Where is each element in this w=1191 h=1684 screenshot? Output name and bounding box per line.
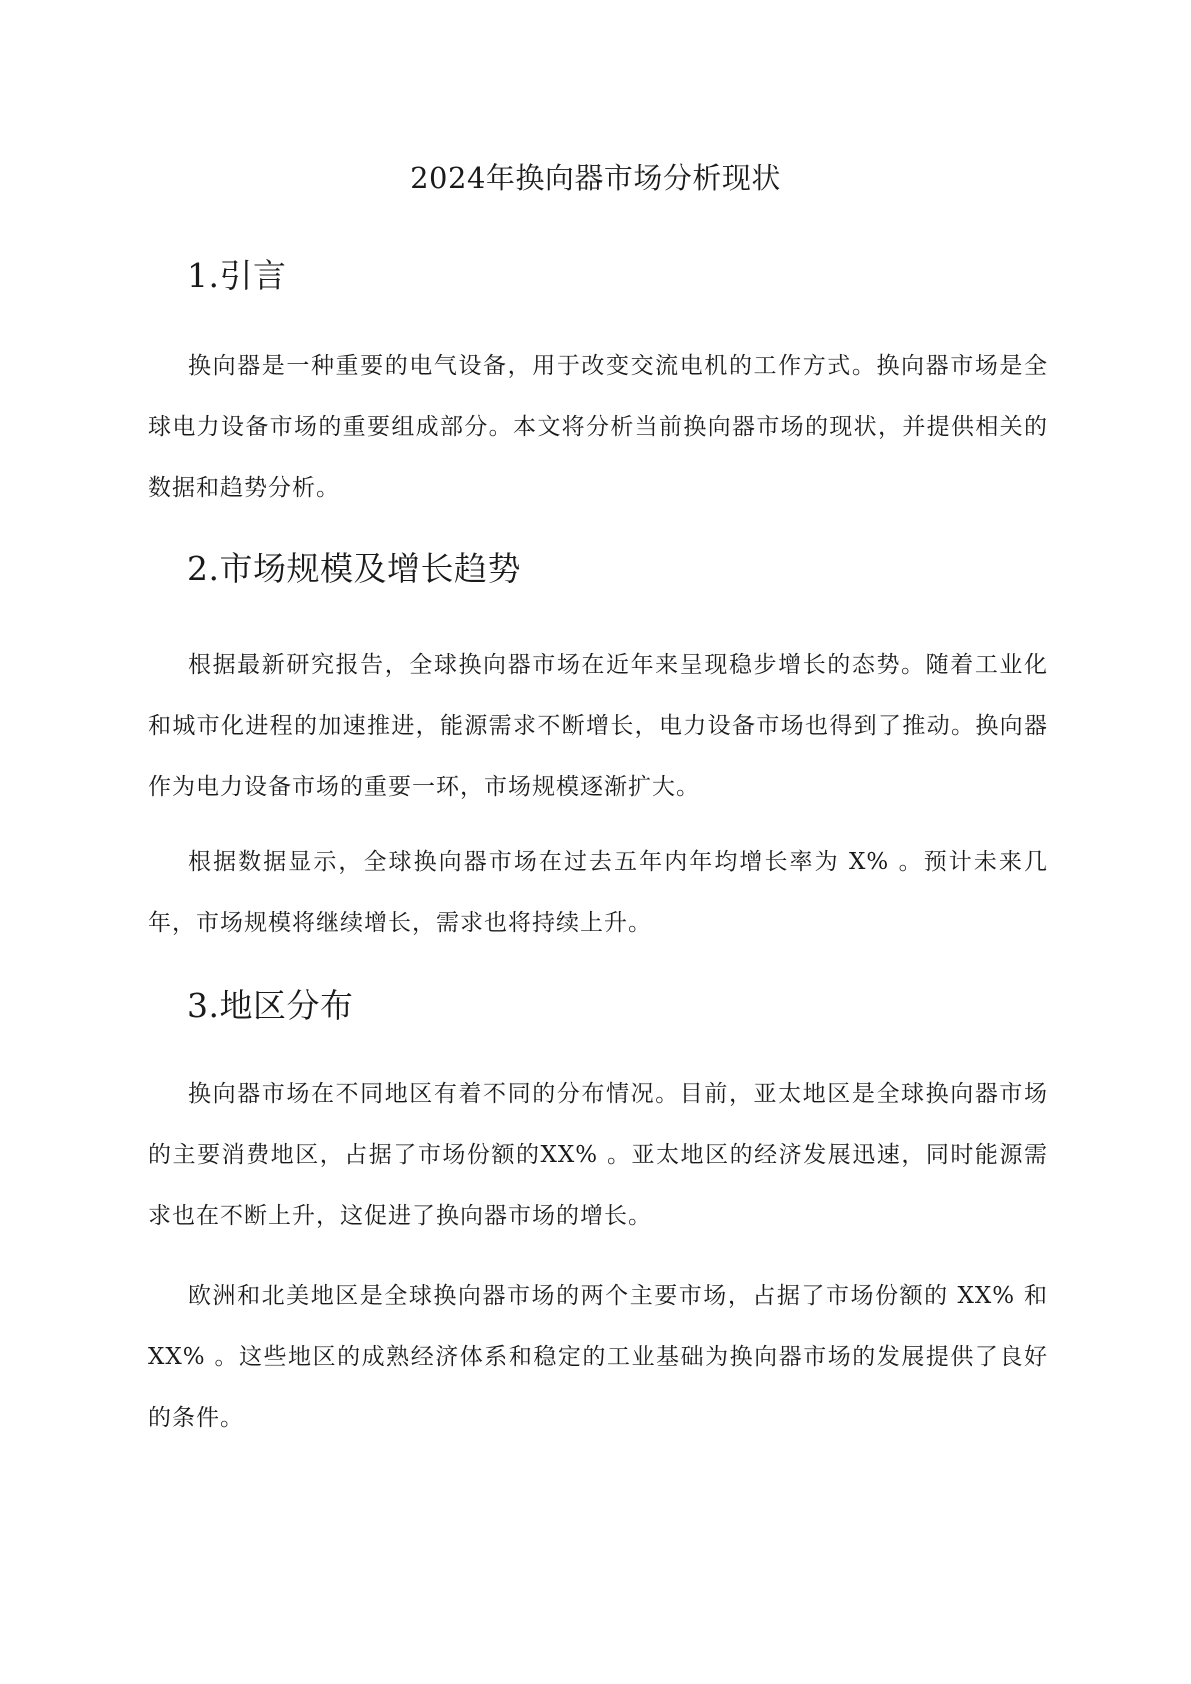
paragraph-market-size-1: 根据最新研究报告，全球换向器市场在近年来呈现稳步增长的态势。随着工业化和城市化进程的加速推进，能源需求不断增长，电力设备市场也得到了推动。换向器作为电力设备市场的重要一环，市场规模逐渐扩大。: [148, 652, 1048, 800]
paragraph-regional-1: 换向器市场在不同地区有着不同的分布情况。目前，亚太地区是全球换向器市场的主要消费地区，占据了市场份额的XX% 。亚太地区的经济发展迅速，同时能源需求也在不断上升，这促进了换向器市场的增长。: [148, 1081, 1048, 1229]
document-title: 2024年换向器市场分析现状: [410, 161, 781, 195]
section-heading-market-size: 2.市场规模及增长趋势: [187, 549, 521, 588]
section-heading-regional: 3.地区分布: [187, 986, 354, 1025]
paragraph-regional-2: 欧洲和北美地区是全球换向器市场的两个主要市场，占据了市场份额的 XX% 和XX% 。这些地区的成熟经济体系和稳定的工业基础为换向器市场的发展提供了良好的条件。: [148, 1283, 1048, 1431]
paragraph-introduction: 换向器是一种重要的电气设备，用于改变交流电机的工作方式。换向器市场是全球电力设备市场的重要组成部分。本文将分析当前换向器市场的现状，并提供相关的数据和趋势分析。: [148, 353, 1048, 501]
section-heading-introduction: 1.引言: [187, 256, 287, 295]
paragraph-market-size-2: 根据数据显示，全球换向器市场在过去五年内年均增长率为 X% 。预计未来几年，市场规模将继续增长，需求也将持续上升。: [148, 849, 1048, 936]
